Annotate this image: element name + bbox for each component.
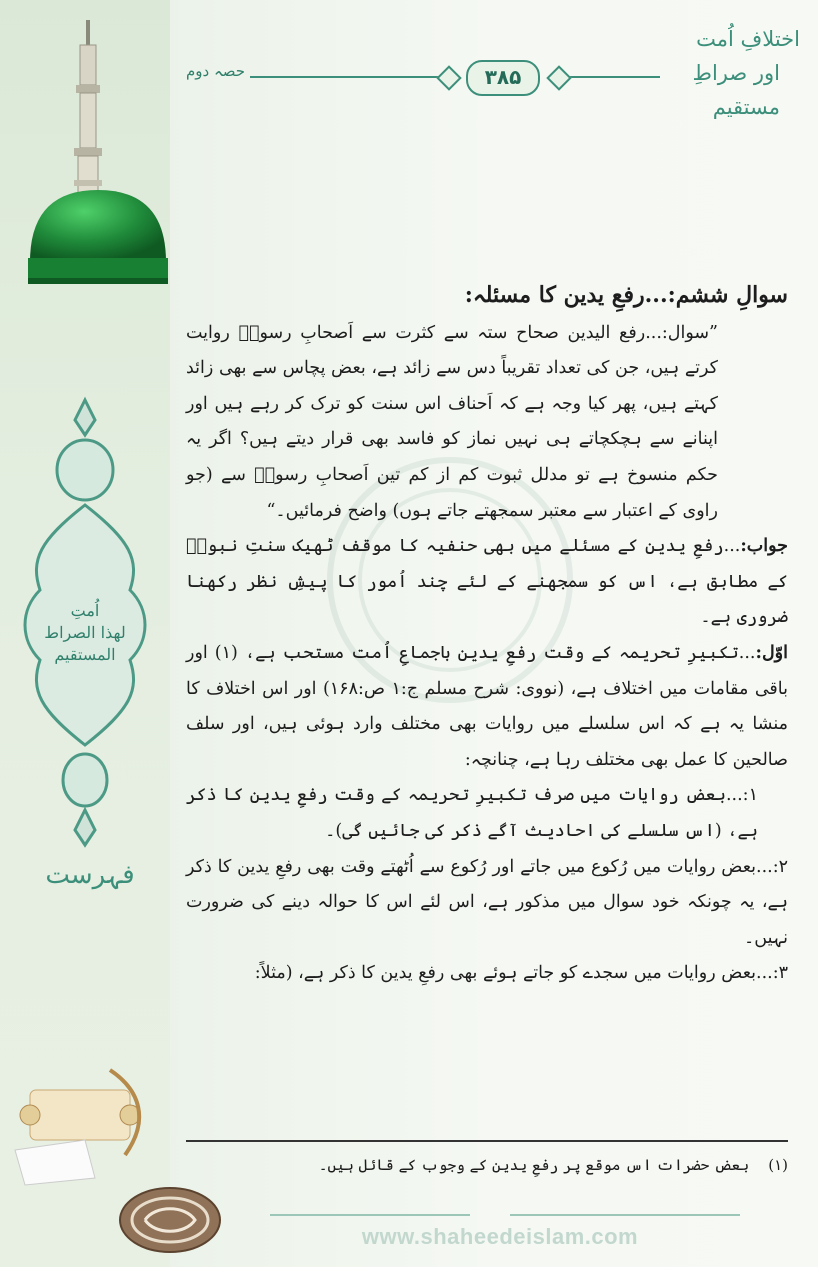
book-title <box>650 22 800 124</box>
header-ornament <box>436 65 461 90</box>
main-content <box>186 278 788 992</box>
part-label: حصہ دوم <box>186 62 246 80</box>
header-divider-left <box>250 76 450 78</box>
list-item-2: ۲:...بعض روایات میں رُکوع میں جاتے اور رُکوع سے اُٹھتے وقت بھی رفعِ یدین کا ذکر ہے، یہ چونکہ خود سوال میں مذکور ہے، اس لئے اس کا حوالہ دینے کی ضرورت نہیں۔ <box>186 856 788 948</box>
footnote <box>186 1152 788 1178</box>
footnote-text: بعض حضرات اس موقع پر رفعِ یدین کے وجوب کے قائل ہیں۔ <box>318 1156 750 1174</box>
list-item-1: ۱:...بعض روایات میں صرف تکبیرِ تحریمہ کے وقت رفعِ یدین کا ذکر ہے، (اس سلسلے کی احادیث آگے ذکر کی جائیں گی)۔ <box>186 785 758 841</box>
first-text: ...تکبیرِ تحریمہ کے وقت رفعِ یدین باجماعِ اُمت مستحب ہے، (۱) اور باقی مقامات میں اختلاف ہے، (نووی: شرح مسلم ج:۱ ص:۱۶۸) اور اس اختلاف کا منشا یہ ہے کہ اس سلسلے میں روایات بھی مختلف وارد ہوئی ہیں، اور سلف صالحین کا عمل بھی مختلف رہا ہے، چنانچہ: <box>186 642 788 770</box>
first-point-paragraph <box>186 636 788 778</box>
green-dome-image <box>0 0 170 300</box>
index-link[interactable]: فہرست <box>45 860 135 890</box>
answer-text: ...رفعِ یدین کے مسئلے میں بھی حنفیہ کا موقف ٹھیک سنتِ نبویؐ کے مطابق ہے، اس کو سمجھنے کے لئے چند اُمور کا پیشِ نظر رکھنا ضروری ہے۔ <box>186 536 788 628</box>
book-title-line1: اختلافِ اُمت <box>696 27 800 51</box>
shaheed-e-islam-logo <box>115 1180 225 1260</box>
header-ornament <box>546 65 571 90</box>
footnote-marker: (۱) <box>768 1156 788 1174</box>
first-label: اوّل: <box>755 642 788 663</box>
badge-text-line1: اُمتِ <box>70 601 100 620</box>
list-item-3: ۳:...بعض روایات میں سجدے کو جاتے ہوئے بھی رفعِ یدین کا ذکر ہے، (مثلاً: <box>254 963 788 984</box>
footnote-separator <box>186 1140 788 1142</box>
badge-text <box>30 600 140 666</box>
sidebar <box>0 0 170 1267</box>
website-url[interactable]: www.shaheedeislam.com <box>361 1224 639 1249</box>
answer-label: جواب: <box>740 536 788 557</box>
footer-divider-right <box>510 1214 740 1216</box>
section-heading: سوالِ ششم:...رفعِ یدین کا مسئلہ: <box>464 282 788 308</box>
answer-paragraph <box>186 529 788 636</box>
badge-text-line2: لھذا الصراط المستقیم <box>44 623 126 664</box>
question-text: ”سوال:...رفع الیدین صحاح ستہ سے کثرت سے اَصحابِ رسولؐ روایت کرتے ہیں، جن کی تعداد تقریباً دس سے زائد ہے، بعض پچاس سے بھی زائد کہتے ہیں، پھر کیا وجہ ہے کہ اَحناف اس سنت کو ترک کر رہے ہیں اور اپنانے سے ہچکچاتے ہی نہیں نماز کو فاسد بھی قرار دیتے ہیں؟ اگر یہ حکم منسوخ ہے تو مدلل ثبوت کم از کم تین اَصحابِ رسولؐ سے (جو راوی کے اعتبار سے معتبر سمجھتے جاتے ہوں) واضح فرمائیں۔“ <box>186 322 718 521</box>
scroll-quill-image <box>0 1060 170 1190</box>
page-number: ۳۸۵ <box>466 60 540 96</box>
footer-divider-left <box>270 1214 470 1216</box>
book-title-line2: اور صراطِ مستقیم <box>692 61 780 119</box>
